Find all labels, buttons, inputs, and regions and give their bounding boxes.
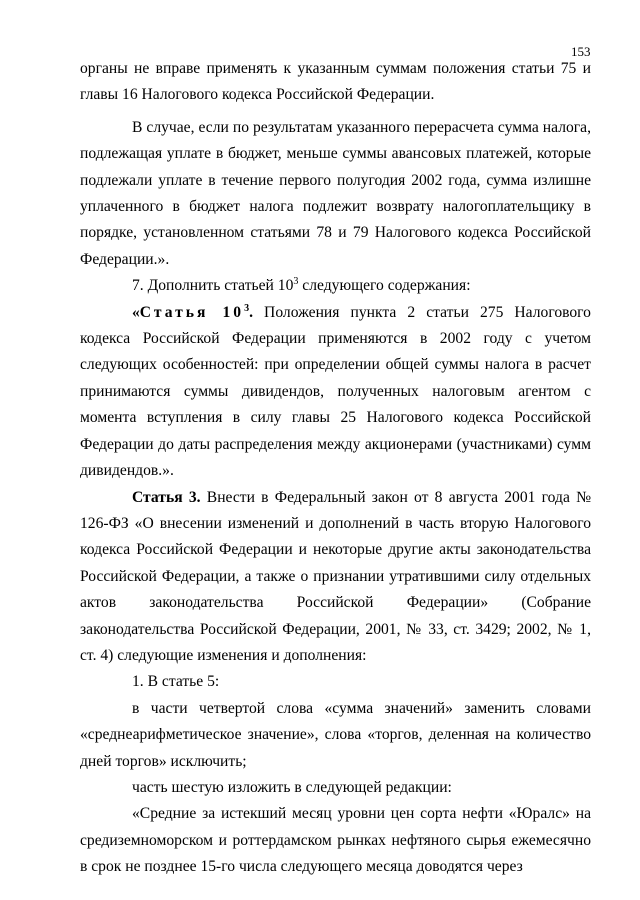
paragraph-4	[80, 300, 591, 485]
article-10-3-open-quote: «	[132, 303, 140, 321]
paragraph-5	[80, 485, 591, 670]
article-3-text: Внести в Федеральный закон от 8 августа 2001 года № 126-ФЗ «О внесении изменений и дополнений в часть вторую Налогового кодекса Российской Федерации и некоторые другие акты законодательства Российской Федерации, а также о признании утратившими силу отдельных актов законодательства Российской Федерации» (Собрание законодательства Российской Федерации, 2001, № 33, ст. 3429; 2002, № 1, ст. 4) следующие изменения и дополнения:	[80, 488, 591, 664]
article-3-heading: Статья 3.	[132, 488, 201, 506]
page-number: 153	[571, 44, 591, 59]
paragraph-3	[80, 273, 591, 299]
paragraph-3-prefix: 7. Дополнить статьей 10	[132, 277, 294, 295]
document-body	[80, 56, 591, 881]
paragraph-2: В случае, если по результатам указанного перерасчета сумма налога, подлежащая уплате в бюджет, меньше суммы авансовых платежей, которые подлежали уплате в течение первого полугодия 2002 года, сумма излишне уплаченного в бюджет налога подлежит возврату налогоплательщику в порядке, установленном статьями 78 и 79 Налогового кодекса Российской Федерации.».	[80, 118, 591, 268]
paragraph-3-superscript: 3	[293, 276, 299, 288]
article-10-3-text: Положения пункта 2 статьи 275 Налогового кодекса Российской Федерации применяются в 2002 году с учетом следующих особенностей: при определении общей суммы налога в расчет принимаются суммы дивидендов, полученных налоговым агентом с момента вступления в силу главы 25 Налогового кодекса Российской Федерации до даты распределения между акционерами (участниками) сумм дивидендов.».	[80, 303, 591, 480]
article-10-3-heading: Статья 10	[139, 303, 245, 321]
paragraph-3-suffix: следующего содержания:	[298, 277, 471, 295]
paragraph-1	[80, 56, 591, 109]
paragraph-9: «Средние за истекший месяц уровни цен сорта нефти «Юралс» на средиземноморском и роттердамском рынках нефтяного сырья ежемесячно в срок не позднее 15-го числа следующего месяца доводятся через	[80, 805, 591, 876]
paragraph-7: в части четвертой слова «сумма значений» заменить словами «среднеарифметическое значение», слова «торгов, деленная на количество дней торгов» исключить;	[80, 699, 591, 770]
paragraph-8: часть шестую изложить в следующей редакции:	[132, 778, 452, 796]
article-10-3-superscript: 3	[244, 302, 250, 314]
article-10-3-heading-end: .	[249, 303, 253, 321]
paragraph-1-line-2: главы 16 Налогового кодекса Российской Федерации.	[80, 86, 435, 104]
paragraph-1-line-1: органы не вправе применять к указанным суммам положения статьи 75 и	[80, 60, 591, 77]
paragraph-6: 1. В статье 5:	[132, 673, 220, 691]
